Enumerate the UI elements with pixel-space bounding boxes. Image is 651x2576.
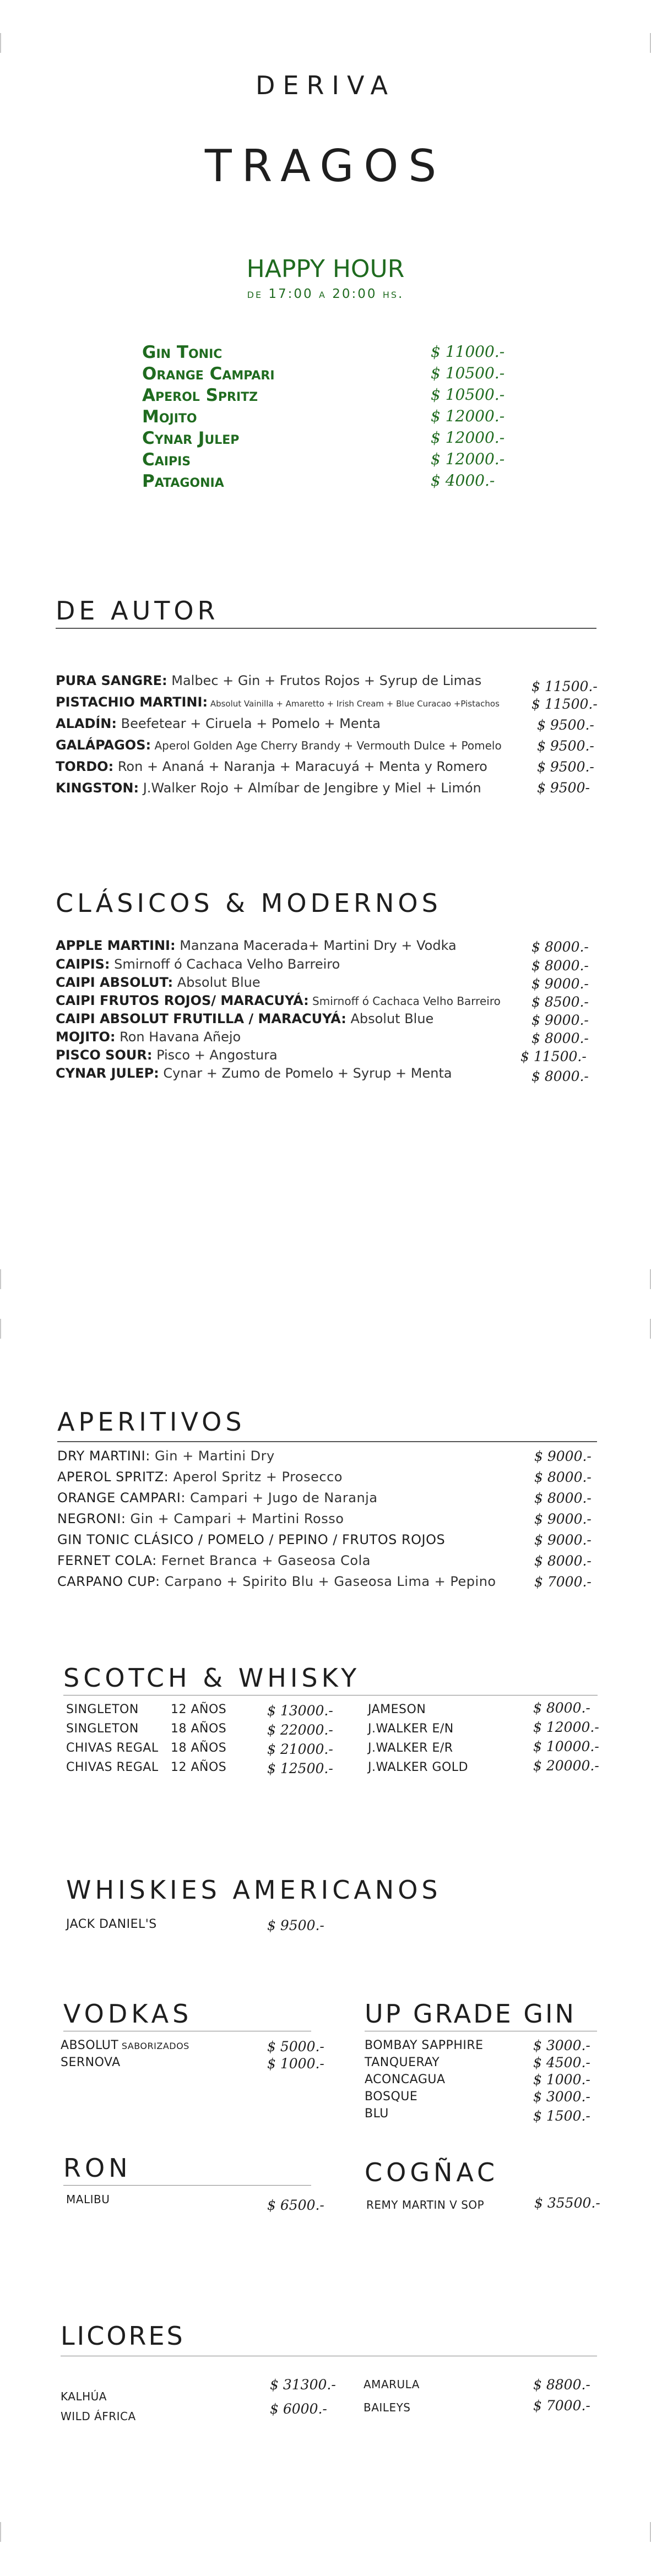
item-price: $ 6000.- — [270, 2401, 327, 2417]
item-price: $ 12500.- — [267, 1760, 333, 1776]
menu-item — [56, 759, 487, 774]
section-title-whiskies-americanos: WHISKIES AMERICANOS — [66, 1875, 442, 1905]
menu-item — [57, 1553, 371, 1568]
item-price: $ 7000.- — [533, 2398, 590, 2414]
item-name: TORDO: — [56, 759, 114, 774]
item-name: SINGLETON — [66, 1722, 139, 1736]
crop-mark — [0, 1319, 1, 1339]
item-name: J.WALKER E/N — [368, 1722, 454, 1736]
item-name: PISTACHIO MARTINI: — [56, 694, 208, 710]
item-price: $ 3000.- — [533, 2089, 590, 2105]
item-desc: Aperol Spritz + Prosecco — [169, 1469, 343, 1485]
section-title-clasicos: CLÁSICOS & MODERNOS — [56, 888, 442, 918]
item-price: $ 31300.- — [270, 2377, 336, 2393]
section-title-vodkas: VODKAS — [63, 1999, 193, 2029]
item-name: APPLE MARTINI: — [56, 938, 176, 953]
menu-item — [56, 1066, 452, 1081]
happy-hour-item-name: Aperol Spritz — [142, 385, 258, 405]
crop-mark — [0, 33, 1, 53]
item-price: $ 9000.- — [531, 1012, 589, 1028]
item-desc: Ron Havana Añejo — [115, 1029, 241, 1045]
item-name: CAIPI ABSOLUT FRUTILLA / MARACUYÁ: — [56, 1011, 346, 1026]
item-price: $ 9000.- — [534, 1532, 592, 1548]
item-name: ACONCAGUA — [365, 2073, 446, 2086]
item-name: PISCO SOUR: — [56, 1047, 153, 1063]
happy-hour-item-name: Gin Tonic — [142, 343, 223, 362]
section-title-de-autor: DE AUTOR — [56, 596, 219, 626]
menu-item — [57, 1469, 343, 1485]
item-name: BLU — [365, 2107, 389, 2121]
menu-item — [56, 1011, 433, 1026]
item-price: $ 20000.- — [533, 1758, 599, 1774]
item-price: $ 8000.- — [533, 1700, 590, 1716]
item-name: APEROL SPRITZ: — [57, 1469, 169, 1485]
item-price: $ 8000.- — [531, 1030, 589, 1046]
item-name: ALADÍN: — [56, 716, 117, 731]
item-age: 12 AÑOS — [171, 1760, 227, 1774]
section-title-cognac: COGÑAC — [365, 2157, 499, 2187]
item-name: MALIBU — [66, 2193, 110, 2206]
menu-item — [56, 737, 502, 753]
section-title-aperitivos: APERITIVOS — [57, 1407, 246, 1437]
item-price: $ 21000.- — [267, 1741, 333, 1757]
happy-hour-item-price: $ 12000.- — [431, 450, 505, 468]
item-name: CYNAR JULEP: — [56, 1066, 159, 1081]
item-name-text: ABSOLUT — [61, 2039, 119, 2052]
item-price: $ 11500.- — [531, 678, 598, 694]
item-name: NEGRONI: — [57, 1511, 126, 1526]
item-name: BOSQUE — [365, 2090, 418, 2104]
menu-item — [56, 694, 500, 710]
section-title-scotch: SCOTCH & WHISKY — [63, 1663, 361, 1693]
item-desc: Ron + Ananá + Naranja + Maracuyá + Menta y Romero — [113, 759, 487, 774]
item-name: MOJITO: — [56, 1029, 116, 1045]
item-name: REMY MARTIN V SOP — [366, 2198, 485, 2211]
item-age: 18 AÑOS — [171, 1722, 227, 1736]
item-name: J.WALKER E/R — [368, 1741, 453, 1755]
item-price: $ 4500.- — [533, 2055, 590, 2070]
item-price: $ 8800.- — [533, 2377, 590, 2393]
item-price: $ 8500.- — [531, 994, 589, 1010]
item-desc: Pisco + Angostura — [152, 1047, 278, 1063]
item-price: $ 1000.- — [533, 2072, 590, 2088]
menu-item — [56, 780, 481, 796]
item-name: J.WALKER GOLD — [368, 1760, 469, 1774]
item-age: 12 AÑOS — [171, 1703, 227, 1716]
item-desc: Manzana Macerada+ Martini Dry + Vodka — [175, 938, 457, 953]
menu-item — [56, 1029, 241, 1045]
item-price: $ 9500.- — [537, 759, 594, 775]
item-name-note: SABORIZADOS — [118, 2041, 189, 2051]
item-price: $ 9500.- — [267, 1917, 324, 1933]
happy-hour-item-name: Caipis — [142, 450, 191, 470]
item-name: KALHÚA — [61, 2390, 107, 2403]
menu-item — [57, 1511, 344, 1526]
item-price: $ 9500- — [537, 780, 590, 796]
item-desc: Absolut Vainilla + Amaretto + Irish Cream + Blue Curacao +Pistachos — [208, 699, 500, 709]
page-title: TRAGOS — [204, 140, 447, 192]
item-price: $ 9000.- — [531, 976, 589, 992]
section-divider — [57, 1441, 597, 1442]
item-price: $ 8000.- — [534, 1469, 592, 1485]
happy-hour-item-price: $ 12000.- — [431, 407, 505, 425]
menu-item — [57, 1532, 445, 1547]
item-price: $ 9500.- — [537, 738, 594, 754]
menu-item — [57, 1574, 496, 1589]
item-name: FERNET COLA: — [57, 1553, 157, 1568]
item-name: GALÁPAGOS: — [56, 737, 151, 753]
menu-item — [56, 1047, 278, 1063]
item-name: BAILEYS — [364, 2401, 411, 2414]
item-name: SINGLETON — [66, 1703, 139, 1716]
menu-item — [56, 673, 481, 688]
happy-hour-item-price: $ 12000.- — [431, 428, 505, 447]
item-name: SERNOVA — [61, 2056, 121, 2069]
item-name: DRY MARTINI: — [57, 1448, 150, 1464]
section-title-ron: RON — [63, 2153, 132, 2183]
brand-logo: DERIVA — [255, 70, 395, 100]
section-title-licores: LICORES — [61, 2321, 185, 2351]
item-desc: Absolut Blue — [173, 975, 261, 990]
menu-item — [56, 716, 381, 731]
happy-hour-item-price: $ 10500.- — [431, 364, 505, 382]
item-price: $ 1000.- — [267, 2056, 324, 2072]
item-name: GIN TONIC CLÁSICO / POMELO / PEPINO / FRUTOS ROJOS — [57, 1532, 446, 1547]
item-name — [61, 2039, 189, 2052]
happy-hour-item-name: Orange Campari — [142, 364, 275, 384]
item-name: TANQUERAY — [365, 2056, 440, 2069]
item-price: $ 6500.- — [267, 2197, 324, 2213]
item-price: $ 7000.- — [534, 1574, 592, 1590]
item-desc: Smirnoff ó Cachaca Velho Barreiro — [308, 994, 501, 1008]
item-price: $ 35500.- — [534, 2195, 600, 2211]
item-desc: Gin + Martini Dry — [150, 1448, 275, 1464]
section-divider — [63, 2185, 311, 2186]
item-name: PURA SANGRE: — [56, 673, 167, 688]
menu-item — [57, 1448, 275, 1464]
item-desc: Smirnoff ó Cachaca Velho Barreiro — [110, 957, 340, 972]
item-name: CAIPIS: — [56, 957, 110, 972]
happy-hour-item-name: Cynar Julep — [142, 428, 240, 448]
item-name: CAIPI ABSOLUT: — [56, 975, 173, 990]
item-price: $ 9500.- — [537, 717, 594, 733]
item-desc: Carpano + Spirito Blu + Gaseosa Lima + Pepino — [160, 1574, 496, 1589]
happy-hour-item-price: $ 4000.- — [431, 471, 495, 490]
menu-item — [56, 975, 261, 990]
section-title-upgrade-gin: UP GRADE GIN — [365, 1999, 576, 2029]
item-name: CAIPI FRUTOS ROJOS/ MARACUYÁ: — [56, 993, 309, 1008]
happy-hour-item-name: Patagonia — [142, 471, 224, 491]
item-desc: Absolut Blue — [346, 1011, 434, 1026]
section-divider — [56, 628, 596, 629]
item-price: $ 12000.- — [533, 1719, 599, 1735]
item-desc: Malbec + Gin + Frutos Rojos + Syrup de Limas — [167, 673, 482, 688]
item-price: $ 13000.- — [267, 1703, 333, 1719]
item-desc: J.Walker Rojo + Almíbar de Jengibre y Miel + Limón — [139, 780, 481, 796]
item-price: $ 5000.- — [267, 2039, 324, 2055]
item-name: JACK DANIEL'S — [66, 1917, 157, 1931]
item-price: $ 1500.- — [533, 2108, 590, 2124]
item-price: $ 9000.- — [534, 1448, 592, 1464]
item-price: $ 9000.- — [534, 1511, 592, 1527]
item-name: BOMBAY SAPPHIRE — [365, 2039, 484, 2052]
happy-hour-subtitle: de 17:00 a 20:00 hs. — [247, 287, 404, 301]
item-name: CHIVAS REGAL — [66, 1760, 159, 1774]
item-name: KINGSTON: — [56, 780, 139, 796]
item-price: $ 8000.- — [534, 1553, 592, 1569]
item-desc: Campari + Jugo de Naranja — [185, 1490, 378, 1506]
item-name: JAMESON — [368, 1703, 426, 1716]
item-name: AMARULA — [364, 2378, 420, 2391]
happy-hour-item-price: $ 10500.- — [431, 385, 505, 404]
item-price: $ 3000.- — [533, 2037, 590, 2053]
item-price: $ 11500.- — [520, 1048, 587, 1064]
item-price: $ 22000.- — [267, 1722, 333, 1738]
item-name: CARPANO CUP: — [57, 1574, 160, 1589]
item-age: 18 AÑOS — [171, 1741, 227, 1755]
item-price: $ 11500.- — [531, 696, 598, 712]
menu-item — [56, 957, 340, 972]
item-desc: Cynar + Zumo de Pomelo + Syrup + Menta — [159, 1066, 452, 1081]
crop-mark — [0, 2522, 1, 2542]
happy-hour-item-name: Mojito — [142, 407, 197, 427]
menu-item — [56, 938, 457, 953]
item-desc: Beefetear + Ciruela + Pomelo + Menta — [116, 716, 381, 731]
menu-item — [56, 993, 501, 1008]
item-desc: Gin + Campari + Martini Rosso — [126, 1511, 344, 1526]
item-price: $ 8000.- — [531, 939, 589, 955]
item-desc: Aperol Golden Age Cherry Brandy + Vermouth Dulce + Pomelo — [151, 739, 502, 752]
crop-mark — [0, 1269, 1, 1289]
item-price: $ 8000.- — [534, 1490, 592, 1506]
item-name: CHIVAS REGAL — [66, 1741, 159, 1755]
item-desc: Fernet Branca + Gaseosa Cola — [156, 1553, 371, 1568]
happy-hour-item-price: $ 11000.- — [431, 343, 505, 361]
menu-item — [57, 1490, 378, 1506]
item-price: $ 8000.- — [531, 1068, 589, 1084]
item-name: ORANGE CAMPARI: — [57, 1490, 186, 1506]
item-price: $ 10000.- — [533, 1738, 599, 1754]
item-price: $ 8000.- — [531, 958, 589, 974]
happy-hour-title: HAPPY HOUR — [246, 255, 405, 283]
item-name: WILD ÁFRICA — [61, 2410, 136, 2423]
